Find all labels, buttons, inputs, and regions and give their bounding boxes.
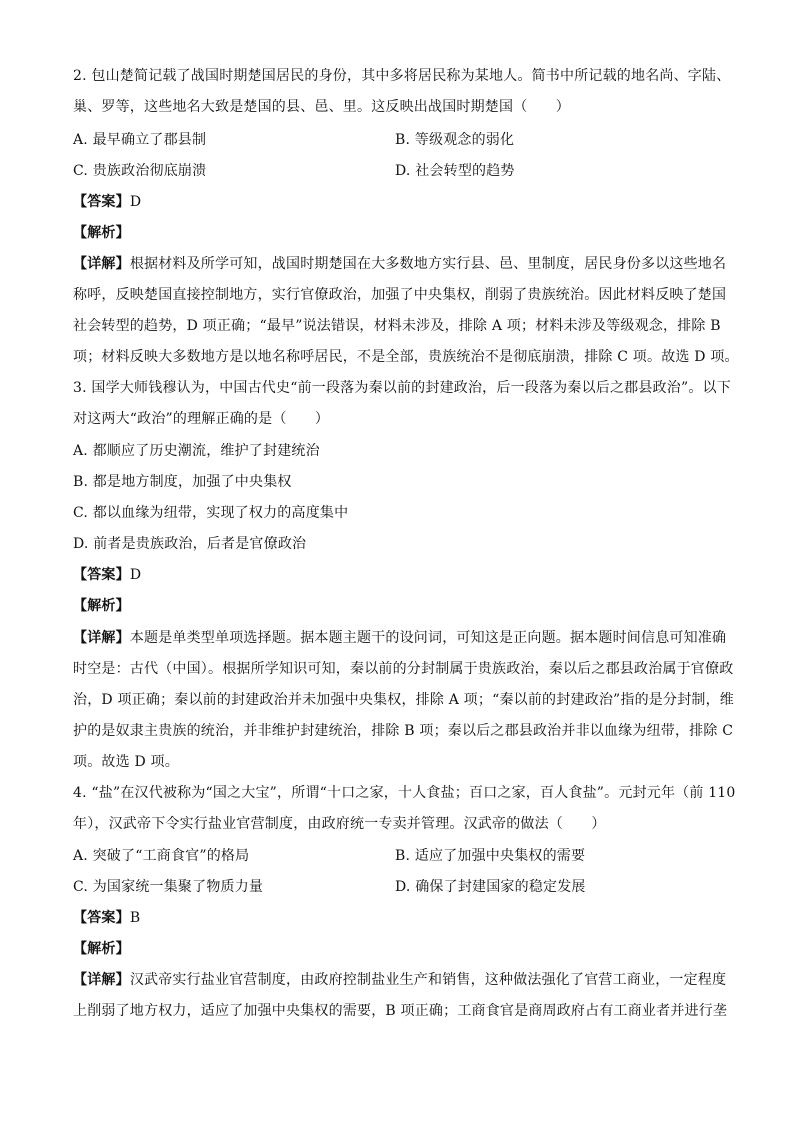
q2-option-d: D. 社会转型的趋势: [395, 163, 515, 179]
q2-answer: [73, 192, 733, 212]
detail-text: 本题是单类型单项选择题。据本题主题干的设问词，可知这是正向题。据本题时间信息可知准确: [129, 630, 727, 646]
detail-label: 【详解】: [73, 630, 130, 646]
q4-stem-line-2: 年），汉武帝下令实行盐业官营制度，由政府统一专卖并管理。汉武帝的做法（ ）: [73, 816, 606, 832]
q3-analysis-label: 【解析】: [73, 598, 130, 614]
q3-detail-line-3: 治，D 项正确；秦以前的封建政治并未加强中央集权，排除 A 项；“秦以前的封建政治”指的是分封制，维: [73, 692, 734, 708]
q3-detail-line-1: [73, 628, 733, 648]
answer-label: 【答案】: [73, 910, 130, 926]
q4-option-b: B. 适应了加强中央集权的需要: [395, 848, 586, 864]
q3-option-c: C. 都以血缘为纽带，实现了权力的高度集中: [73, 505, 349, 521]
q4-detail-line-1: [73, 970, 733, 990]
q2-option-c: C. 贵族政治彻底崩溃: [73, 163, 207, 179]
q3-stem-line-1: 3. 国学大师钱穆认为，中国古代史“前一段落为秦以前的封建政治，后一段落为秦以后之郡县政治”。以下: [73, 380, 731, 396]
answer-label: 【答案】: [73, 567, 130, 583]
q2-stem-line-2: 巢、罗等，这些地名大致是楚国的县、邑、里。这反映出战国时期楚国（ ）: [73, 99, 570, 115]
q4-option-c: C. 为国家统一集聚了物质力量: [73, 879, 264, 895]
q2-option-b: B. 等级观念的弱化: [395, 132, 515, 148]
detail-label: 【详解】: [73, 972, 130, 988]
q4-option-d: D. 确保了封建国家的稳定发展: [395, 879, 586, 895]
q4-analysis-label: 【解析】: [73, 941, 130, 957]
detail-label: 【详解】: [73, 256, 130, 272]
q3-option-a: A. 都顺应了历史潮流，维护了封建统治: [73, 443, 320, 459]
q2-detail-line-3: 社会转型的趋势，D 项正确；“最早”说法错误，材料未涉及，排除 A 项；材料未涉及等级观念，排除 B: [73, 318, 721, 334]
q4-option-a: A. 突破了“工商食官”的格局: [73, 848, 250, 864]
q3-answer: [73, 565, 733, 585]
q2-stem-line-1: 2. 包山楚简记载了战国时期楚国居民的身份，其中多将居民称为某地人。简书中所记载的地名尚、字陆、: [73, 68, 731, 84]
answer-value: D: [129, 194, 142, 210]
q2-detail-line-1: [73, 254, 733, 274]
q3-detail-line-5: 项。故选 D 项。: [73, 754, 179, 770]
q2-option-a: A. 最早确立了郡县制: [73, 132, 207, 148]
q3-option-b: B. 都是地方制度，加强了中央集权: [73, 474, 292, 490]
q3-detail-line-2: 时空是：古代（中国）。根据所学知识可知，秦以前的分封制属于贵族政治，秦以后之郡县政治属于官僚政: [73, 661, 734, 677]
q4-answer: [73, 908, 733, 928]
q3-detail-line-4: 护的是奴隶主贵族的统治，并非维护封建统治，排除 B 项；秦以后之郡县政治并非以血缘为纽带，排除 C: [73, 723, 734, 739]
q3-stem-line-2: 对这两大“政治”的理解正确的是（ ）: [73, 411, 330, 427]
answer-label: 【答案】: [73, 194, 130, 210]
q2-detail-line-2: 称呼，反映楚国直接控制地方，实行官僚政治，加强了中央集权，削弱了贵族统治。因此材料反映了楚国: [73, 287, 727, 303]
q2-detail-line-4: 项；材料反映大多数地方是以地名称呼居民，不是全部，贵族统治不是彻底崩溃，排除 C 项。故选 D 项。: [73, 349, 739, 365]
detail-text: 汉武帝实行盐业官营制度，由政府控制盐业生产和销售，这种做法强化了官营工商业，一定程度: [129, 972, 727, 988]
q3-option-d: D. 前者是贵族政治，后者是官僚政治: [73, 536, 307, 552]
q2-analysis-label: 【解析】: [73, 225, 130, 241]
answer-value: D: [129, 567, 142, 583]
q4-stem-line-1: 4. “盐”在汉代被称为“国之大宝”，所谓“十口之家，十人食盐；百口之家，百人食盐”。元封元年（前 110: [73, 785, 736, 801]
answer-value: B: [129, 910, 141, 926]
q4-detail-line-2: 上削弱了地方权力，适应了加强中央集权的需要，B 项正确；工商食官是商周政府占有工商业者并进行垄: [73, 1003, 728, 1019]
detail-text: 根据材料及所学可知，战国时期楚国在大多数地方实行县、邑、里制度，居民身份多以这些地名: [129, 256, 727, 272]
